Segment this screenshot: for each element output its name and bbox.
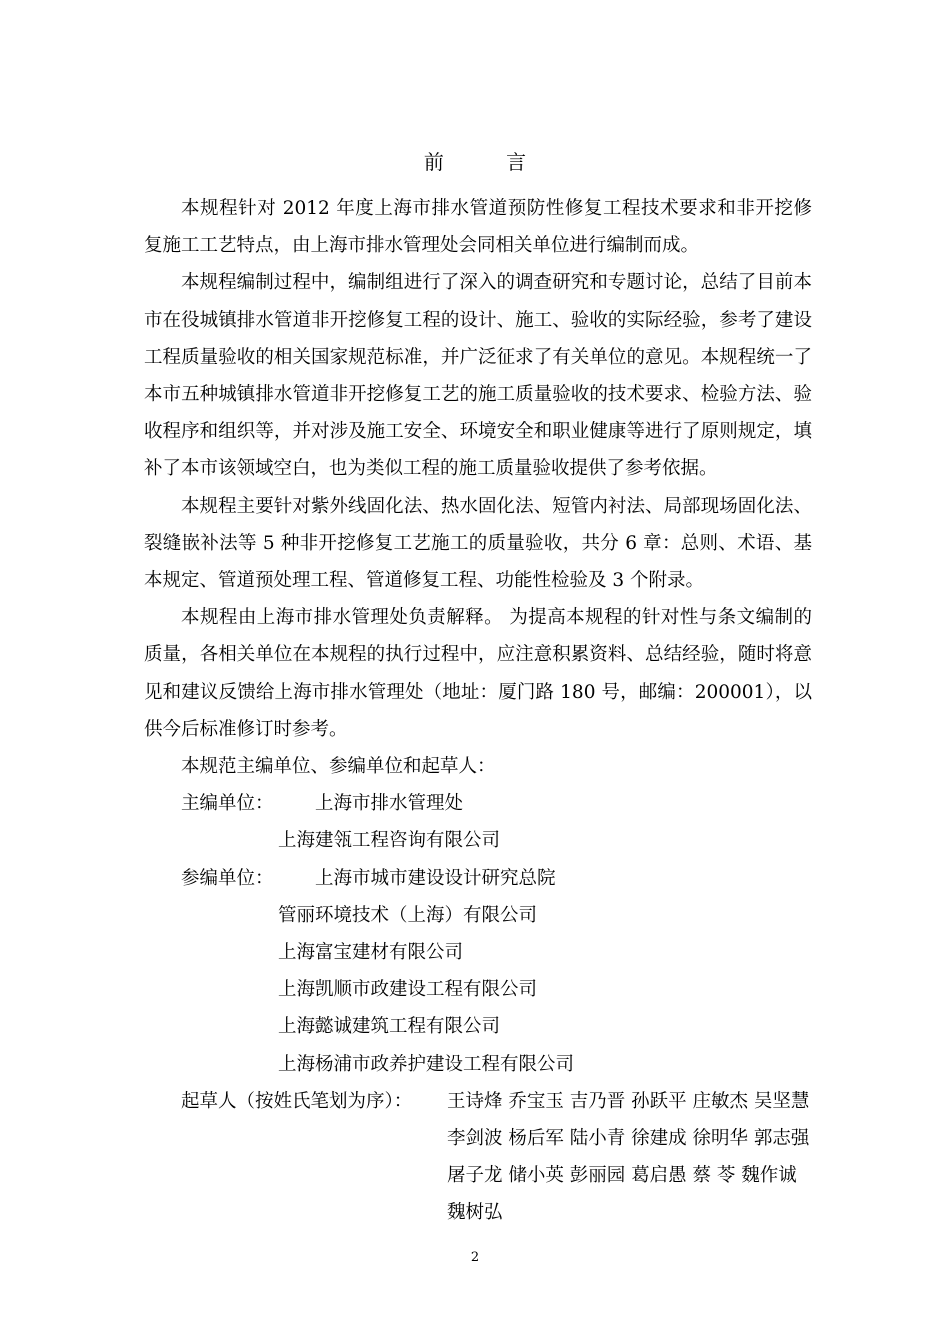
paragraph-2: 本规程编制过程中，编制组进行了深入的调查研究和专题讨论，总结了目前本市在役城镇排水管道非开挖修复工程的设计、施工、验收的实际经验，参考了建设工程质量验收的相关国家规范标准，并广泛征求了有关单位的意见。本规程统一了本市五种城镇排水管道非开挖修复工艺的施工质量验收的技术要求、检验方法、验收程序和组织等，并对涉及施工安全、环境安全和职业健康等进行了原则规定，填补了本市该领域空白，也为类似工程的施工质量验收提供了参考依据。 bbox=[144, 272, 812, 480]
participating-unit-name: 上海凯顺市政建设工程有限公司 bbox=[278, 979, 538, 1001]
participating-unit-name: 上海懿诚建筑工程有限公司 bbox=[278, 1016, 501, 1038]
participating-unit-name: 上海市城市建设设计研究总院 bbox=[315, 867, 556, 889]
participating-unit-label: 参编单位： bbox=[181, 867, 274, 889]
paragraph-1: 本规程针对 2012 年度上海市排水管道预防性修复工程技术要求和非开挖修复施工工艺特点，由上海市排水管理处会同相关单位进行编制而成。 bbox=[144, 198, 812, 257]
drafters-block bbox=[144, 1083, 812, 1232]
page-title: 前 言 bbox=[423, 150, 555, 174]
chief-unit-name: 上海建瓴工程咨询有限公司 bbox=[278, 830, 501, 852]
drafters-names bbox=[447, 1083, 812, 1232]
drafters-line: 魏树弘 bbox=[447, 1202, 503, 1224]
units-intro: 本规范主编单位、参编单位和起草人： bbox=[181, 756, 496, 778]
drafters-line: 屠子龙 储小英 彭丽园 葛启愚 蔡 苓 魏作诚 bbox=[447, 1165, 797, 1187]
page-number: 2 bbox=[470, 1250, 480, 1265]
chief-unit-row bbox=[144, 785, 812, 822]
chief-unit-name: 上海市排水管理处 bbox=[315, 793, 464, 815]
participating-unit-name: 上海杨浦市政养护建设工程有限公司 bbox=[278, 1053, 575, 1075]
paragraph-3: 本规程主要针对紫外线固化法、热水固化法、短管内衬法、局部现场固化法、裂缝嵌补法等 5 种非开挖修复工艺施工的质量验收，共分 6 章：总则、术语、基本规定、管道预处理工程、管道修复工程、功能性检验及 3 个附录。 bbox=[144, 495, 812, 592]
participating-unit-name: 管丽环境技术（上海）有限公司 bbox=[278, 904, 538, 926]
drafters-label: 起草人（按姓氏笔划为序）： bbox=[181, 1090, 413, 1112]
participating-unit-name: 上海富宝建材有限公司 bbox=[278, 942, 464, 964]
chief-unit-label: 主编单位： bbox=[181, 793, 274, 815]
drafters-line: 李剑波 杨后军 陆小青 徐建成 徐明华 郭志强 bbox=[447, 1128, 810, 1150]
document-body bbox=[144, 190, 812, 1232]
participating-unit-row bbox=[144, 860, 812, 897]
drafters-line: 王诗烽 乔宝玉 吉乃晋 孙跃平 庄敏杰 吴坚慧 bbox=[447, 1090, 810, 1112]
paragraph-4: 本规程由上海市排水管理处负责解释。 为提高本规程的针对性与条文编制的质量，各相关单位在本规程的执行过程中，应注意积累资料、总结经验，随时将意见和建议反馈给上海市排水管理处（地址：厦门路 180 号，邮编：200001），以供今后标准修订时参考。 bbox=[144, 607, 812, 740]
